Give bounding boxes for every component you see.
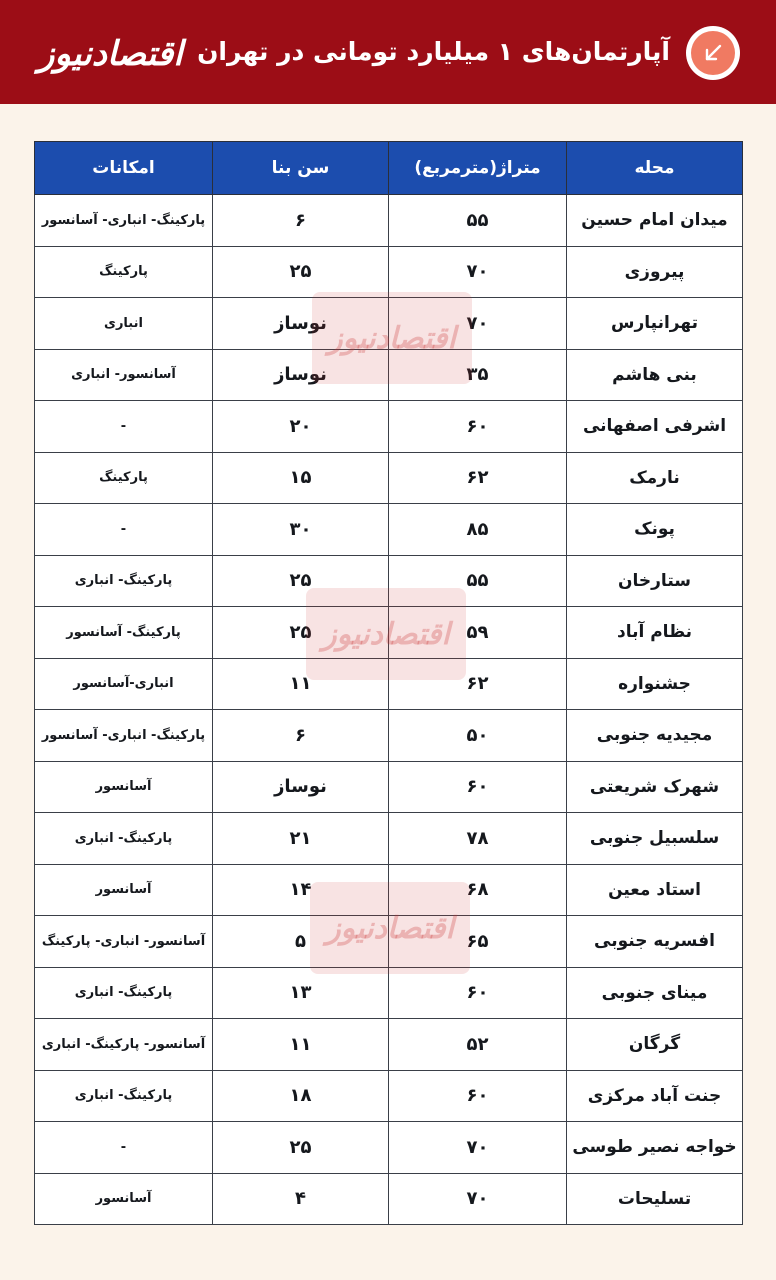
cell-neighborhood: جشنواره [567, 658, 743, 710]
cell-neighborhood: بنی هاشم [567, 349, 743, 401]
header-neighborhood: محله [567, 142, 743, 195]
table-row [35, 813, 743, 865]
cell-area: ۶۲ [389, 452, 567, 504]
cell-building-age: نوساز [213, 298, 389, 350]
cell-amenities: انباری-آسانسور [35, 658, 213, 710]
cell-area: ۶۵ [389, 916, 567, 968]
cell-area: ۵۵ [389, 555, 567, 607]
cell-amenities: آسانسور [35, 1173, 213, 1225]
table-row [35, 607, 743, 659]
table-row [35, 916, 743, 968]
cell-amenities: انباری [35, 298, 213, 350]
cell-building-age: ۳۰ [213, 504, 389, 556]
apartments-table-container [34, 141, 742, 1225]
cell-neighborhood: میدان امام حسین [567, 195, 743, 247]
cell-amenities: - [35, 504, 213, 556]
table-row [35, 195, 743, 247]
cell-amenities: آسانسور- انباری- پارکینگ [35, 916, 213, 968]
cell-building-age: نوساز [213, 761, 389, 813]
cell-neighborhood: پونک [567, 504, 743, 556]
cell-building-age: ۶ [213, 195, 389, 247]
table-row [35, 710, 743, 762]
cell-area: ۷۰ [389, 246, 567, 298]
cell-building-age: ۲۵ [213, 607, 389, 659]
watermark-logo: اقتصادنیوز [310, 882, 470, 974]
table-row [35, 401, 743, 453]
cell-neighborhood: سلسبیل جنوبی [567, 813, 743, 865]
cell-neighborhood: تهرانپارس [567, 298, 743, 350]
cell-building-age: ۲۵ [213, 1122, 389, 1174]
cell-neighborhood: استاد معین [567, 864, 743, 916]
cell-amenities: پارکینگ- آسانسور [35, 607, 213, 659]
cell-amenities: پارکینگ [35, 452, 213, 504]
table-row [35, 1019, 743, 1071]
cell-amenities: آسانسور [35, 761, 213, 813]
cell-building-age: ۱۵ [213, 452, 389, 504]
table-row [35, 864, 743, 916]
cell-amenities: آسانسور- انباری [35, 349, 213, 401]
apartments-table [34, 141, 743, 1225]
cell-neighborhood: اشرفی اصفهانی [567, 401, 743, 453]
arrow-badge[interactable] [686, 26, 740, 80]
cell-amenities: پارکینگ- انباری [35, 555, 213, 607]
cell-building-age: ۵ [213, 916, 389, 968]
cell-building-age: ۱۴ [213, 864, 389, 916]
cell-building-age: ۱۳ [213, 967, 389, 1019]
cell-building-age: ۲۱ [213, 813, 389, 865]
page-title: آپارتمان‌های ۱ میلیارد تومانی در تهران [197, 37, 670, 66]
cell-building-age: ۶ [213, 710, 389, 762]
cell-area: ۵۵ [389, 195, 567, 247]
cell-amenities: پارکینگ- انباری [35, 1070, 213, 1122]
cell-building-age: ۱۸ [213, 1070, 389, 1122]
cell-building-age: ۱۱ [213, 1019, 389, 1071]
cell-area: ۶۲ [389, 658, 567, 710]
cell-neighborhood: ستارخان [567, 555, 743, 607]
watermark-logo: اقتصادنیوز [306, 588, 466, 680]
cell-amenities: پارکینگ- انباری- آسانسور [35, 710, 213, 762]
table-row [35, 349, 743, 401]
cell-neighborhood: پیروزی [567, 246, 743, 298]
table-row [35, 298, 743, 350]
cell-area: ۶۰ [389, 761, 567, 813]
cell-area: ۵۲ [389, 1019, 567, 1071]
cell-area: ۷۰ [389, 1122, 567, 1174]
table-row [35, 504, 743, 556]
cell-area: ۶۸ [389, 864, 567, 916]
cell-amenities: پارکینگ- انباری- آسانسور [35, 195, 213, 247]
header-building-age: سن بنا [213, 142, 389, 195]
table-row [35, 967, 743, 1019]
cell-amenities: - [35, 401, 213, 453]
header-amenities: امکانات [35, 142, 213, 195]
cell-neighborhood: جنت آباد مرکزی [567, 1070, 743, 1122]
cell-area: ۷۸ [389, 813, 567, 865]
table-header-row [35, 142, 743, 195]
cell-area: ۶۰ [389, 967, 567, 1019]
cell-amenities: آسانسور [35, 864, 213, 916]
cell-amenities: پارکینگ- انباری [35, 967, 213, 1019]
cell-area: ۷۰ [389, 1173, 567, 1225]
cell-area: ۳۵ [389, 349, 567, 401]
header-bar [0, 0, 776, 104]
cell-neighborhood: مجیدیه جنوبی [567, 710, 743, 762]
cell-building-age: نوساز [213, 349, 389, 401]
cell-neighborhood: نظام آباد [567, 607, 743, 659]
cell-neighborhood: نارمک [567, 452, 743, 504]
table-body [35, 195, 743, 1225]
cell-building-age: ۱۱ [213, 658, 389, 710]
cell-area: ۸۵ [389, 504, 567, 556]
brand-logo[interactable]: اقتصادنیوز [38, 34, 183, 74]
cell-amenities: پارکینگ- انباری [35, 813, 213, 865]
cell-area: ۵۹ [389, 607, 567, 659]
cell-building-age: ۴ [213, 1173, 389, 1225]
table-row [35, 1070, 743, 1122]
cell-neighborhood: تسلیحات [567, 1173, 743, 1225]
cell-building-age: ۲۵ [213, 555, 389, 607]
cell-neighborhood: مینای جنوبی [567, 967, 743, 1019]
table-row [35, 246, 743, 298]
cell-amenities: پارکینگ [35, 246, 213, 298]
arrow-down-left-icon [702, 42, 724, 64]
table-row [35, 1122, 743, 1174]
table-row [35, 452, 743, 504]
cell-building-age: ۲۰ [213, 401, 389, 453]
header-area: متراژ(مترمربع) [389, 142, 567, 195]
table-row [35, 555, 743, 607]
table-row [35, 1173, 743, 1225]
cell-neighborhood: افسریه جنوبی [567, 916, 743, 968]
watermark-logo: اقتصادنیوز [312, 292, 472, 384]
cell-area: ۶۰ [389, 1070, 567, 1122]
cell-neighborhood: گرگان [567, 1019, 743, 1071]
table-row [35, 761, 743, 813]
cell-amenities: - [35, 1122, 213, 1174]
cell-area: ۶۰ [389, 401, 567, 453]
cell-amenities: آسانسور- پارکینگ- انباری [35, 1019, 213, 1071]
cell-building-age: ۲۵ [213, 246, 389, 298]
cell-neighborhood: خواجه نصیر طوسی [567, 1122, 743, 1174]
table-row [35, 658, 743, 710]
cell-neighborhood: شهرک شریعتی [567, 761, 743, 813]
cell-area: ۷۰ [389, 298, 567, 350]
cell-area: ۵۰ [389, 710, 567, 762]
